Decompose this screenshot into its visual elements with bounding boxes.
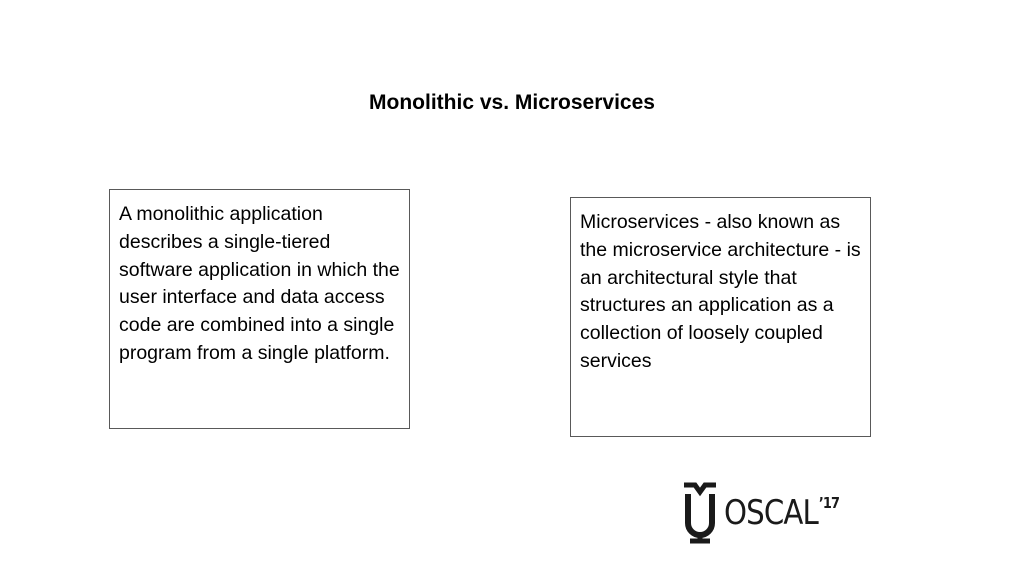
microservices-description-box — [570, 197, 871, 437]
oscal-logo — [680, 481, 858, 545]
monolithic-description-box — [109, 189, 410, 429]
oscal-name: OSCAL — [724, 493, 818, 533]
monolithic-description-text: A monolithic application describes a single-tiered software application in which the user interface and data access code are combined into a single program from a single platform. — [119, 203, 400, 364]
oscal-wordmark — [724, 481, 839, 545]
microservices-description-text: Microservices - also known as the microservice architecture - is an architectural style that structures an application as a collection of loosely coupled services — [580, 211, 861, 372]
slide-title: Monolithic vs. Microservices — [369, 91, 655, 114]
oscal-year: ’17 — [818, 494, 840, 512]
oscal-horseshoe-icon — [680, 481, 720, 545]
